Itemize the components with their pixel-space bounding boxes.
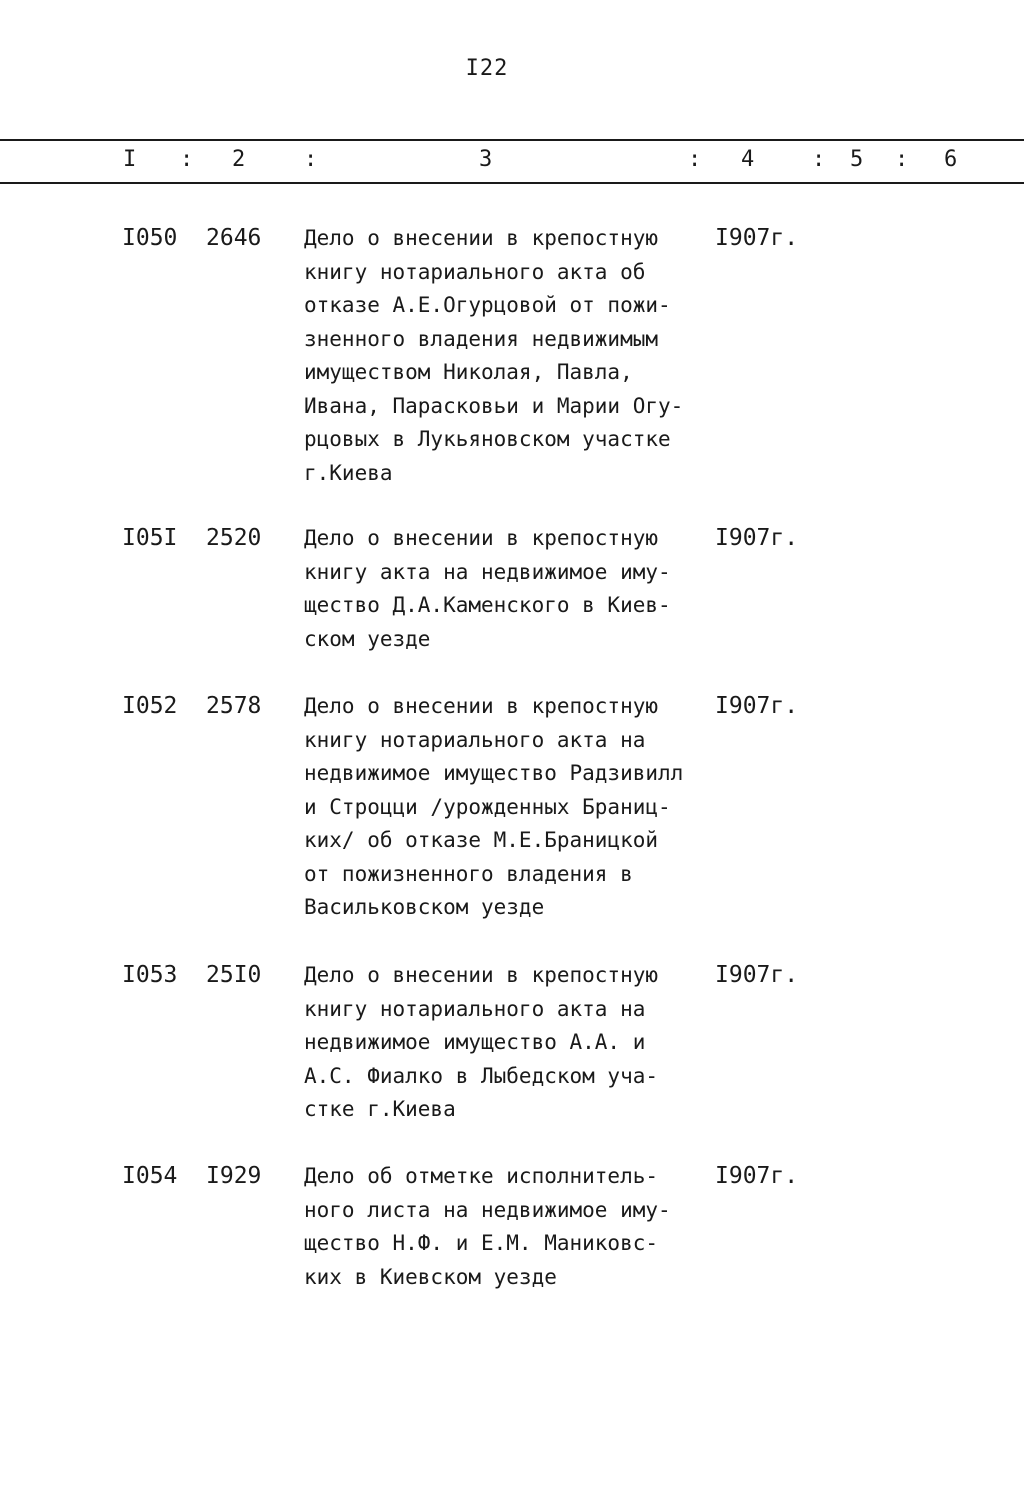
description-line: Васильковском уезде — [304, 895, 545, 919]
description-line: Дело об отметке исполнитель- — [304, 1164, 659, 1188]
column-header-3: 3 — [479, 147, 493, 172]
description-line: ного листа на недвижимое иму- — [304, 1197, 671, 1222]
column-header-4: 4 — [741, 147, 755, 172]
description-line: недвижимое имущество А.А. и — [304, 1030, 646, 1054]
description-line: имуществом Николая, Павла, — [304, 360, 633, 384]
entry-number: I05I — [122, 525, 178, 551]
header-rule-top — [0, 139, 1024, 141]
description-line: Дело о внесении в крепостную — [304, 526, 659, 550]
description-line: ких/ об отказе М.Е.Браницкой — [304, 828, 659, 852]
entry-description — [304, 222, 724, 490]
entry-description — [304, 1160, 724, 1294]
header-rule-bottom — [0, 182, 1024, 184]
column-header-1: I — [123, 147, 137, 172]
entry-code: 2646 — [206, 225, 262, 251]
description-line: рцовых в Лукьяновском участке — [304, 427, 671, 451]
entry-number: I053 — [122, 962, 178, 988]
column-separator: : — [688, 147, 702, 172]
description-line: г.Киева — [304, 460, 393, 485]
column-separator: : — [304, 147, 318, 172]
description-line: ском уезде — [304, 626, 431, 651]
description-line: и Строцци /урожденных Браниц- — [304, 794, 671, 819]
entry-code: 25I0 — [206, 962, 262, 988]
entry-number: I052 — [122, 693, 178, 719]
entry-date: I907г. — [715, 525, 799, 551]
description-line: А.С. Фиалко в Лыбедском уча- — [304, 1063, 659, 1088]
entry-date: I907г. — [715, 1163, 799, 1189]
entry-description — [304, 690, 724, 925]
entry-description — [304, 522, 724, 656]
entry-code: I929 — [206, 1163, 262, 1189]
description-line: щество Н.Ф. и Е.М. Маниковс- — [304, 1231, 659, 1255]
column-separator: : — [895, 147, 909, 172]
column-separator: : — [180, 147, 194, 172]
entry-date: I907г. — [715, 693, 799, 719]
entry-code: 2520 — [206, 525, 262, 551]
description-line: Ивана, Парасковьи и Марии Огу- — [304, 393, 684, 418]
description-line: от пожизненного владения в — [304, 861, 633, 886]
entry-date: I907г. — [715, 962, 799, 988]
description-line: книгу нотариального акта на — [304, 727, 646, 752]
description-line: стке г.Киева — [304, 1097, 456, 1121]
description-line: отказе А.Е.Огурцовой от пожи- — [304, 293, 671, 317]
column-separator: : — [812, 147, 826, 172]
description-line: зненного владения недвижимым — [304, 326, 659, 351]
entry-number: I050 — [122, 225, 178, 251]
page-number: I22 — [465, 56, 509, 81]
description-line: книгу нотариального акта на — [304, 996, 646, 1021]
description-line: книгу акта на недвижимое иму- — [304, 559, 671, 584]
entry-code: 2578 — [206, 693, 262, 719]
description-line: ких в Киевском уезде — [304, 1264, 557, 1289]
entry-date: I907г. — [715, 225, 799, 251]
description-line: недвижимое имущество Радзивилл — [304, 761, 684, 785]
column-header-2: 2 — [232, 147, 246, 172]
entry-number: I054 — [122, 1163, 178, 1189]
description-line: Дело о внесении в крепостную — [304, 694, 659, 718]
column-header-6: 6 — [944, 147, 958, 172]
description-line: Дело о внесении в крепостную — [304, 963, 659, 987]
column-header-5: 5 — [850, 147, 864, 172]
description-line: книгу нотариального акта об — [304, 259, 646, 284]
description-line: Дело о внесении в крепостную — [304, 226, 659, 250]
entry-description — [304, 959, 724, 1127]
description-line: щество Д.А.Каменского в Киев- — [304, 593, 671, 617]
